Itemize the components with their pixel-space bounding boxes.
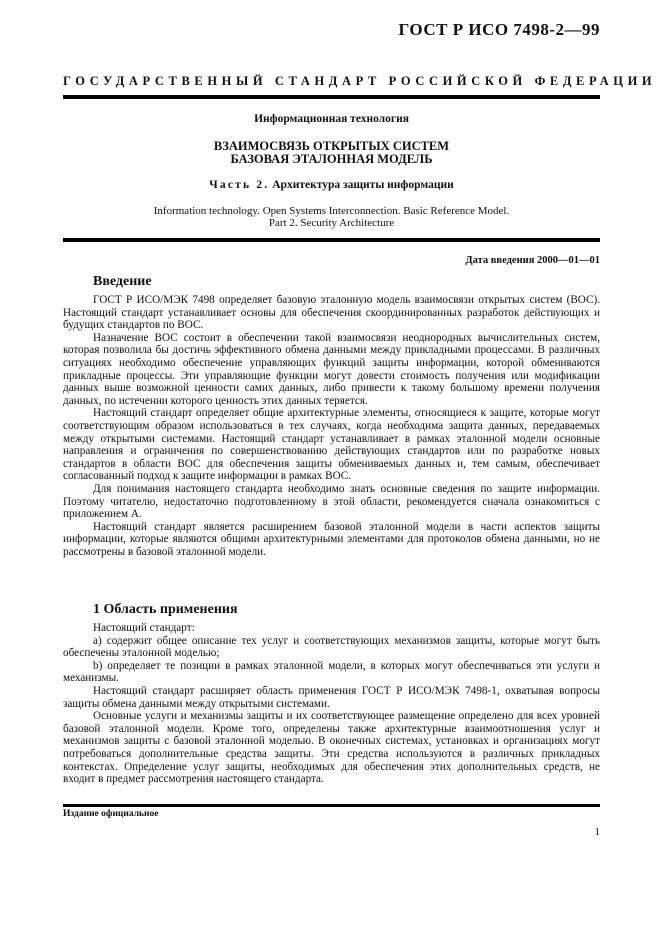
paragraph: Настоящий стандарт:	[93, 622, 195, 634]
section-scope	[63, 602, 600, 786]
english-title-line-1: Information technology. Open Systems Interconnection. Basic Reference Model.	[153, 205, 510, 217]
list-item: b) определяет те позиции в рамках эталонной модели, в которых могут обеспечиваться эти услуги и механизмы.	[63, 659, 600, 685]
section-heading: 1 Область применения	[93, 602, 238, 617]
paragraph: Для понимания настоящего стандарта необходимо знать основные сведения по защите информации. Поэтому читателю, недостаточно подготовленному в этой области, рекомендуется сначала ознакомиться с приложением А.	[63, 482, 600, 521]
paragraph: Настоящий стандарт является расширением базовой эталонной модели в части аспектов защиты информации, которые являются общими архитектурными элементами для протоколов обмена данными, но не рассмотрены в базовой эталонной модели.	[63, 520, 600, 558]
official-edition-label: Издание официальное	[63, 809, 159, 819]
state-standard-title: ГОСУДАРСТВЕННЫЙ СТАНДАРТ РОССИЙСКОЙ ФЕДЕРАЦИИ	[63, 74, 657, 88]
list-item: а) содержит общее описание тех услуг и соответствующих механизмов защиты, которые могут быть обеспечены эталонной моделью;	[63, 634, 600, 660]
section-introduction	[63, 274, 600, 558]
paragraph: Основные услуги и механизмы защиты и их соответствующее размещение определено для всех уровней базовой эталонной модели. Кроме того, определены также архитектурные взаимоотношения услуг и механизмов защиты с базовой эталонной моделью. В оконечных системах, установках и организациях могут потребоваться дополнительные средства защиты. Эти средства используются в различных прикладных контекстах. Определение услуг защиты, необходимых для обеспечения этих дополнительных средств, не входит в предмет рассмотрения настоящего стандарта.	[63, 710, 600, 786]
paragraph: Настоящий стандарт расширяет область применения ГОСТ Р ИСО/МЭК 7498-1, охватывая вопросы защиты обмена данными между открытыми системами.	[63, 684, 600, 710]
main-title	[63, 140, 600, 166]
paragraph: Настоящий стандарт определяет общие архитектурные элементы, относящиеся к защите, которые могут соответствующим образом использоваться в тех случаях, когда необходима защита данных, передаваемых между открытыми системами. Настоящий стандарт устанавливает в рамках эталонной модели основные направления и ограничения по совершенствованию действующих стандартов или по разработке новых стандартов в области ВОС для обеспечения защиты обмениваемых данных и, тем самым, обеспечивает согласованный подход к защите информации в рамках ВОС.	[63, 407, 600, 483]
top-rule	[63, 95, 600, 99]
english-title-line-2: Part 2. Security Architecture	[268, 216, 395, 229]
part-title	[63, 179, 600, 191]
title-rule	[63, 238, 600, 242]
paragraph: ГОСТ Р ИСО/МЭК 7498 определяет базовую эталонную модель взаимосвязи открытых систем (ВОС). Настоящий стандарт устанавливает основы для обеспечения скоординированных разработок действующих и будущих стандартов по ВОС.	[63, 294, 600, 332]
english-title	[63, 206, 600, 229]
part-title-text: Архитектура защиты информации	[272, 179, 454, 191]
document-code: ГОСТ Р ИСО 7498-2—99	[398, 20, 600, 39]
main-title-line-1: ВЗАИМОСВЯЗЬ ОТКРЫТЫХ СИСТЕМ	[213, 139, 450, 153]
paragraph: Назначение ВОС состоит в обеспечении такой взаимосвязи неоднородных вычислительных систем, которая позволила бы достичь эффективного обмена данными между прикладными процессами. В различных ситуациях необходимо обеспечение управляющих функций защиты информации, которой обмениваются прикладные процессы. Эти управляющие функции могут довести стоимость получения или модификации данных выше возможной ценности самих данных, либо привести к такому большому времени получения данных, по истечении которого ценность этих данных теряется.	[63, 331, 600, 407]
subject-title: Информационная технология	[254, 113, 409, 125]
section-heading: Введение	[93, 274, 152, 289]
page-number: 1	[594, 826, 600, 838]
main-title-line-2: БАЗОВАЯ ЭТАЛОННАЯ МОДЕЛЬ	[230, 152, 433, 166]
part-label: Часть 2.	[209, 179, 270, 191]
intro-date: Дата введения 2000—01—01	[465, 255, 600, 266]
footer-rule	[63, 804, 600, 807]
